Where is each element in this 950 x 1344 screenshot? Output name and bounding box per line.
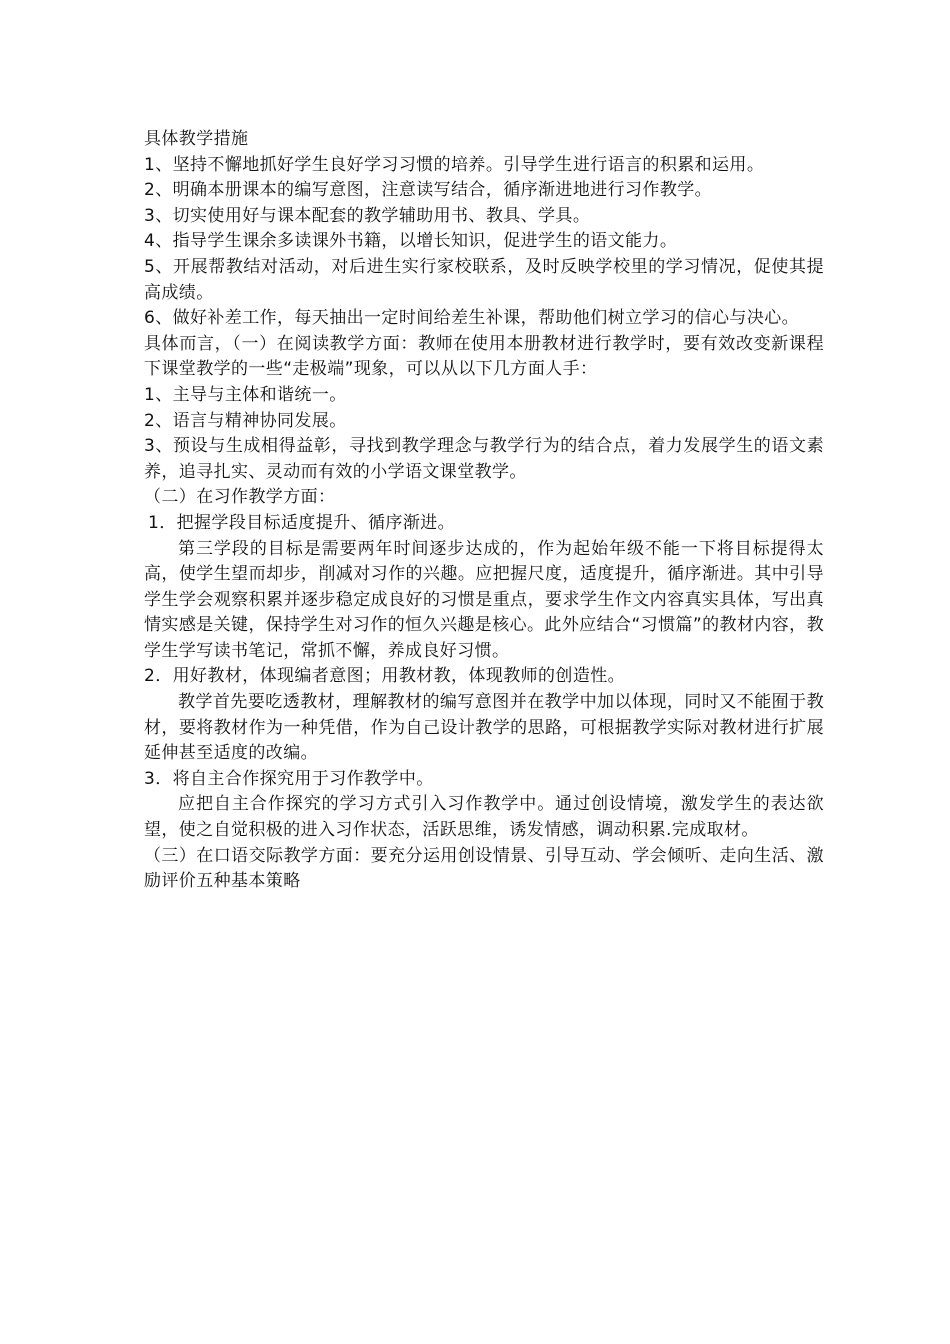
writing-item-2-title: 2．用好教材，体现编者意图；用教材教，体现教师的创造性。 xyxy=(144,666,626,687)
measure-item-1: 1、坚持不懈地抓好学生良好学习习惯的培养。引导学生进行语言的积累和运用。 xyxy=(144,154,765,175)
writing-heading: （二）在习作教学方面： xyxy=(144,487,336,508)
reading-intro: 具体而言，（一）在阅读教学方面：教师在使用本册教材进行教学时，要有效改变新课程下课堂教学的一些“走极端”现象，可以从以下几方面人手： xyxy=(144,333,824,380)
section-heading: 具体教学措施 xyxy=(144,129,249,149)
reading-point-2: 2、语言与精神协同发展。 xyxy=(144,410,347,431)
measure-item-5: 5、开展帮教结对活动，对后进生实行家校联系，及时反映学校里的学习情况，促使其提高成绩。 xyxy=(144,256,824,303)
measure-item-2: 2、明确本册课本的编写意图，注意读写结合，循序渐进地进行习作教学。 xyxy=(144,180,713,201)
oral-paragraph: （三）在口语交际教学方面：要充分运用创设情景、引导互动、学会倾听、走向生活、激励评价五种基本策略 xyxy=(144,845,824,892)
document-body xyxy=(144,127,824,895)
writing-item-2-body: 教学首先要吃透教材，理解教材的编写意图并在教学中加以体现，同时又不能囿于教材，要将教材作为一种凭借，作为自己设计教学的思路，可根据教学实际对教材进行扩展延伸甚至适度的改编。 xyxy=(144,692,824,764)
measure-item-3: 3、切实使用好与课本配套的教学辅助用书、教具、学具。 xyxy=(144,205,591,226)
writing-item-3-title: 3．将自主合作探究用于习作教学中。 xyxy=(144,768,434,789)
writing-item-1-title: 1．把握学段目标适度提升、循序渐进。 xyxy=(148,512,456,533)
measure-item-4: 4、指导学生课余多读课外书籍，以增长知识，促进学生的语文能力。 xyxy=(144,231,678,252)
reading-point-1: 1、主导与主体和谐统一。 xyxy=(144,384,347,405)
measure-item-6: 6、做好补差工作，每天抽出一定时间给差生补课，帮助他们树立学习的信心与决心。 xyxy=(144,308,800,329)
writing-item-1-body: 第三学段的目标是需要两年时间逐步达成的，作为起始年级不能一下将目标提得太高，使学生望而却步，削减对习作的兴趣。应把握尺度，适度提升，循序渐进。其中引导学生学会观察积累并逐步稳定成良好的习惯是重点，要求学生作文内容真实具体，写出真情实感是关键，保持学生对习作的恒久兴趣是核心。此外应结合“习惯篇”的教材内容，教学生学写读书笔记，常抓不懈，养成良好习惯。 xyxy=(144,538,824,661)
reading-point-3: 3、预设与生成相得益彰，寻找到教学理念与教学行为的结合点，着力发展学生的语文素养，追寻扎实、灵动而有效的小学语文课堂教学。 xyxy=(144,436,824,482)
writing-item-3-body: 应把自主合作探究的学习方式引入习作教学中。通过创设情境，激发学生的表达欲望，使之自觉积极的进入习作状态，活跃思维，诱发情感，调动积累.完成取材。 xyxy=(144,794,824,841)
